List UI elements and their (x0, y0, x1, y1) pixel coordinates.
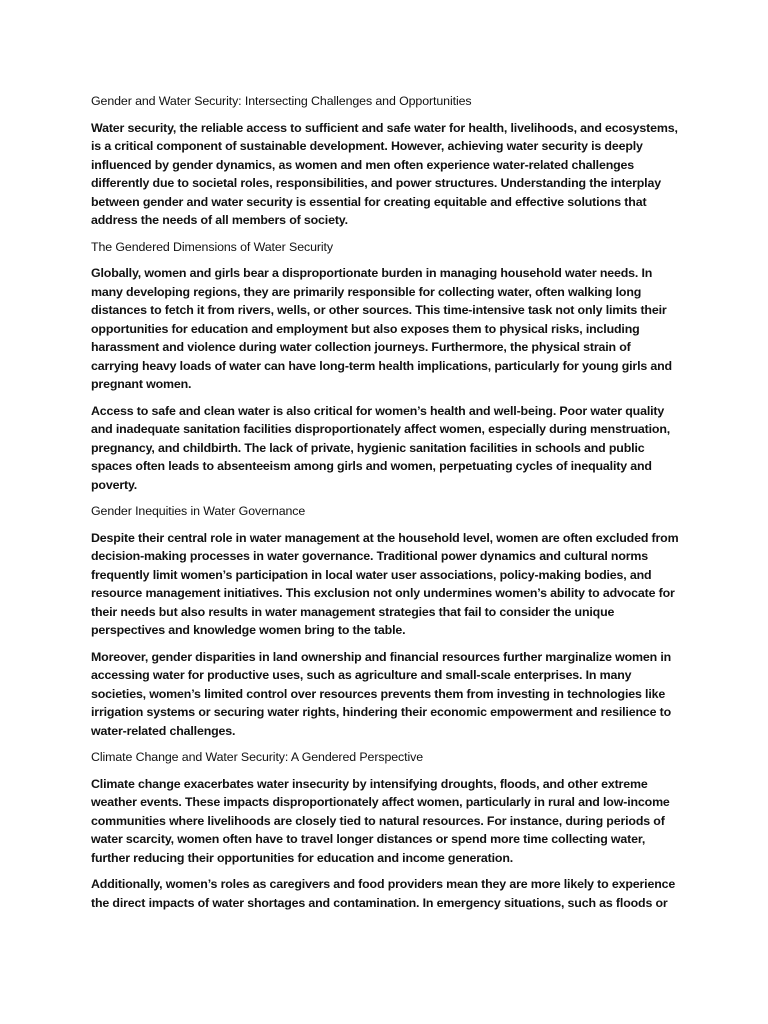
paragraph: Climate change exacerbates water insecurity by intensifying droughts, floods, and other extreme weather events. These impacts disproportionately affect women, particularly in rural and low-income communities where livelihoods are closely tied to natural resources. For instance, during periods of water scarcity, women often have to travel longer distances or spend more time collecting water, further reducing their opportunities for education and income generation. (91, 776, 670, 865)
paragraph: Moreover, gender disparities in land ownership and financial resources further marginalize women in accessing water for productive uses, such as agriculture and small-scale enterprises. In many societies, women’s limited control over resources prevents them from investing in technologies like irrigation systems or securing water rights, hindering their economic empowerment and resilience to water-related challenges. (91, 649, 672, 738)
paragraph: Access to safe and clean water is also critical for women’s health and well-being. Poor water quality and inadequate sanitation facilities disproportionately affect women, especially during menstruation, pregnancy, and childbirth. The lack of private, hygienic sanitation facilities in schools and public spaces often leads to absenteeism among girls and women, perpetuating cycles of inequality and poverty. (91, 403, 671, 492)
paragraph: Globally, women and girls bear a disproportionate burden in managing household water needs. In many developing regions, they are primarily responsible for collecting water, often walking long distances to fetch it from rivers, wells, or other sources. This time-intensive task not only limits their opportunities for education and employment but also exposes them to physical risks, including harassment and violence during water collection journeys. Furthermore, the physical strain of carrying heavy loads of water can have long-term health implications, particularly for young girls and pregnant women. (91, 266, 672, 391)
document-page (91, 92, 681, 920)
section-heading-climate-change: Climate Change and Water Security: A Gendered Perspective (91, 750, 424, 764)
paragraph: Despite their central role in water management at the household level, women are often excluded from decision-making processes in water governance. Traditional power dynamics and cultural norms frequently limit women’s participation in local water user associations, policy-making bodies, and resource management initiatives. This exclusion not only undermines women’s ability to advocate for their needs but also results in water management strategies that fail to consider the unique perspectives and knowledge women bring to the table. (91, 530, 679, 637)
document-title: Gender and Water Security: Intersecting Challenges and Opportunities (91, 94, 472, 108)
paragraph: Additionally, women’s roles as caregivers and food providers mean they are more likely to experience the direct impacts of water shortages and contamination. In emergency situations, such as floods or (91, 877, 676, 910)
section-heading-water-governance: Gender Inequities in Water Governance (91, 504, 306, 518)
section-heading-gendered-dimensions: The Gendered Dimensions of Water Security (91, 239, 333, 254)
intro-paragraph: Water security, the reliable access to sufficient and safe water for health, livelihoods, and ecosystems, is a critical component of sustainable development. However, achieving water security is deeply influenced by gender dynamics, as women and men often experience water-related challenges differently due to societal roles, responsibilities, and power structures. Understanding the interplay between gender and water security is essential for creating equitable and effective solutions that address the needs of all members of society. (91, 120, 678, 227)
